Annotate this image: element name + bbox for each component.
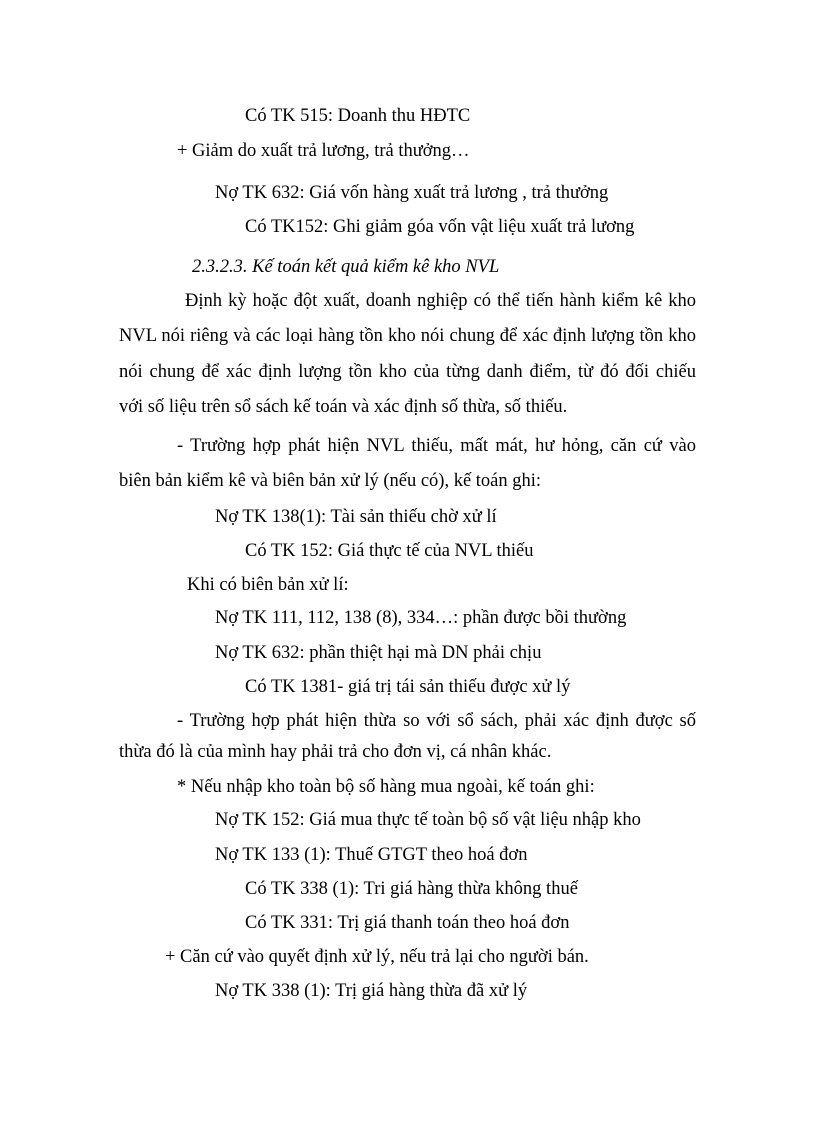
paragraph-2-line-2: biên bản kiểm kê và biên bản xử lý (nếu có), kế toán ghi: [119, 471, 542, 491]
section-heading: 2.3.2.3. Kế toán kết quả kiểm kê kho NVL [192, 257, 500, 277]
entry-debit-3381: Nợ TK 338 (1): Trị giá hàng thừa đã xử lý [215, 981, 528, 1001]
entry-debit-1331: Nợ TK 133 (1): Thuế GTGT theo hoá đơn [215, 845, 528, 865]
paragraph-2-line-1: - Trường hợp phát hiện NVL thiếu, mất mát, hư hỏng, căn cứ vào [177, 436, 696, 456]
entry-return-note: + Căn cứ vào quyết định xử lý, nếu trả lại cho người bán. [165, 947, 589, 967]
entry-debit-632-loss: Nợ TK 632: phần thiệt hại mà DN phải chịu [215, 643, 542, 663]
paragraph-1-line-1: Định kỳ hoặc đột xuất, doanh nghiệp có thể tiến hành kiểm kê kho [185, 291, 696, 311]
paragraph-1-line-4: với số liệu trên sổ sách kế toán và xác định số thừa, số thiếu. [119, 397, 568, 417]
entry-decrease-salary: + Giảm do xuất trả lương, trả thưởng… [177, 141, 470, 161]
entry-credit-1381: Có TK 1381- giá trị tái sản thiếu được xử lý [245, 677, 571, 697]
entry-debit-152: Nợ TK 152: Giá mua thực tế toàn bộ số vật liệu nhập kho [215, 810, 641, 830]
entry-credit-152-shortage: Có TK 152: Giá thực tế của NVL thiếu [245, 541, 534, 561]
paragraph-1-line-3: nói chung để xác định lượng tồn kho của từng danh điểm, từ đó đối chiếu [119, 362, 696, 382]
entry-debit-1381: Nợ TK 138(1): Tài sản thiếu chờ xử lí [215, 507, 497, 527]
entry-credit-152: Có TK152: Ghi giảm góa vốn vật liệu xuất trả lương [245, 217, 635, 237]
entry-credit-3381: Có TK 338 (1): Tri giá hàng thừa không thuế [245, 879, 578, 899]
paragraph-3-line-1: - Trường hợp phát hiện thừa so với sổ sách, phải xác định được số [177, 711, 696, 731]
entry-debit-compensation: Nợ TK 111, 112, 138 (8), 334…: phần được bồi thường [215, 608, 627, 628]
entry-settlement-note: Khi có biên bản xử lí: [187, 575, 349, 595]
entry-debit-632: Nợ TK 632: Giá vốn hàng xuất trả lương , trả thưởng [215, 183, 609, 203]
entry-credit-331: Có TK 331: Trị giá thanh toán theo hoá đơn [245, 913, 570, 933]
paragraph-3-line-2: thừa đó là của mình hay phải trả cho đơn vị, cá nhân khác. [119, 742, 552, 762]
paragraph-1-line-2: NVL nói riêng và các loại hàng tồn kho nói chung để xác định lượng tồn kho [119, 326, 696, 346]
entry-import-note: * Nếu nhập kho toàn bộ số hàng mua ngoài, kế toán ghi: [177, 777, 595, 797]
entry-credit-515: Có TK 515: Doanh thu HĐTC [245, 106, 471, 126]
